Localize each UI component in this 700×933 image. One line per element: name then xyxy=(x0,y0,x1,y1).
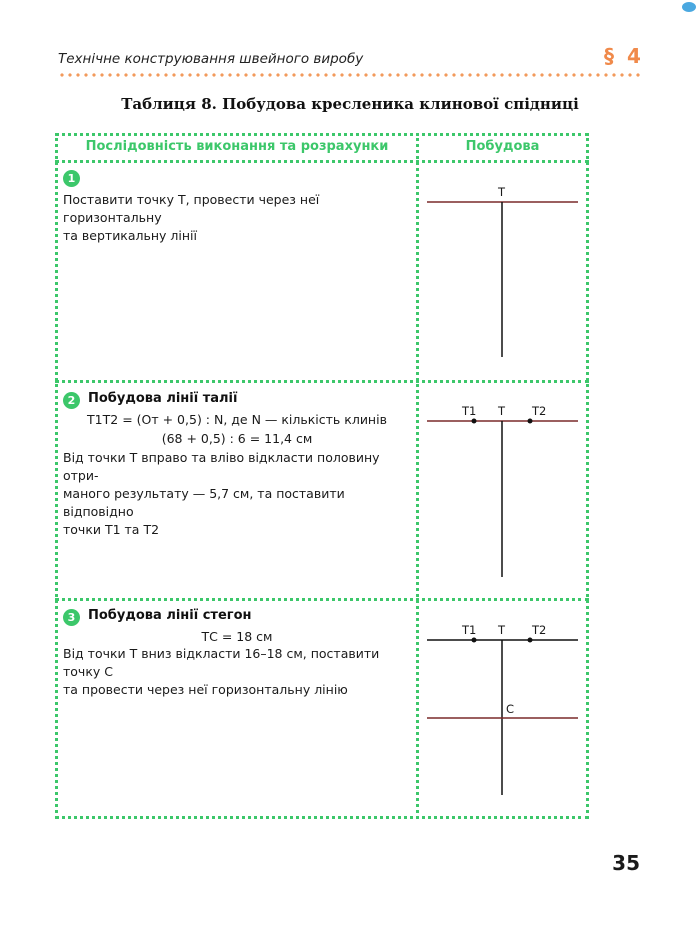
step-2-title: Побудова лінії талії xyxy=(88,391,238,406)
step-number-badge: 3 xyxy=(63,609,80,626)
text-line: маного результату — 5,7 см, та поставити відповідно xyxy=(63,486,345,519)
point-label-c: С xyxy=(506,702,515,716)
point-label-t2: Т2 xyxy=(532,404,547,418)
header-dotted-divider xyxy=(58,73,642,77)
point-label-t1: Т1 xyxy=(462,623,477,637)
point-label-t: Т xyxy=(498,185,506,199)
step-3-text xyxy=(63,645,413,699)
text-line: точки Т1 та Т2 xyxy=(63,522,160,537)
section-mark: § 4 xyxy=(604,44,644,68)
step-2-calculation: (68 + 0,5) : 6 = 11,4 см xyxy=(161,431,313,446)
point-t2 xyxy=(528,419,533,424)
point-label-t1: Т1 xyxy=(462,404,477,418)
step-3-formula: ТС = 18 см xyxy=(201,629,273,644)
running-header-title: Технічне конструювання швейного виробу xyxy=(58,51,364,67)
text-line: та провести через неї горизонтальну лінію xyxy=(63,682,348,697)
step-1-text xyxy=(63,191,413,245)
step-3-title: Побудова лінії стегон xyxy=(88,608,252,623)
step-2-formula: Т1Т2 = (От + 0,5) : N, де N — кількість клинів xyxy=(87,412,387,427)
step-2-drawing xyxy=(419,383,589,596)
point-label-t: Т xyxy=(498,623,506,637)
step-3-drawing xyxy=(419,601,589,816)
publisher-logo-icon xyxy=(682,2,696,12)
step-number-badge: 1 xyxy=(63,170,80,187)
table-caption: Таблиця 8. Побудова кресленика клинової спідниці xyxy=(121,95,579,113)
point-t1 xyxy=(472,419,477,424)
point-label-t: Т xyxy=(498,404,506,418)
point-t2 xyxy=(528,638,533,643)
step-1-drawing xyxy=(419,163,589,378)
column-header-construction: Побудова xyxy=(465,139,540,154)
point-t1 xyxy=(472,638,477,643)
text-line: Від точки Т вправо та вліво відкласти половину отри- xyxy=(63,450,380,483)
text-line: Поставити точку Т, провести через неї горизонтальну xyxy=(63,192,320,225)
text-line: Від точки Т вниз відкласти 16–18 см, поставити точку С xyxy=(63,646,380,679)
step-number-badge: 2 xyxy=(63,392,80,409)
step-2-text xyxy=(63,449,413,539)
column-header-sequence: Послідовність виконання та розрахунки xyxy=(85,139,389,154)
page-number: 35 xyxy=(612,851,640,875)
text-line: та вертикальну лінії xyxy=(63,228,198,243)
point-label-t2: Т2 xyxy=(532,623,547,637)
